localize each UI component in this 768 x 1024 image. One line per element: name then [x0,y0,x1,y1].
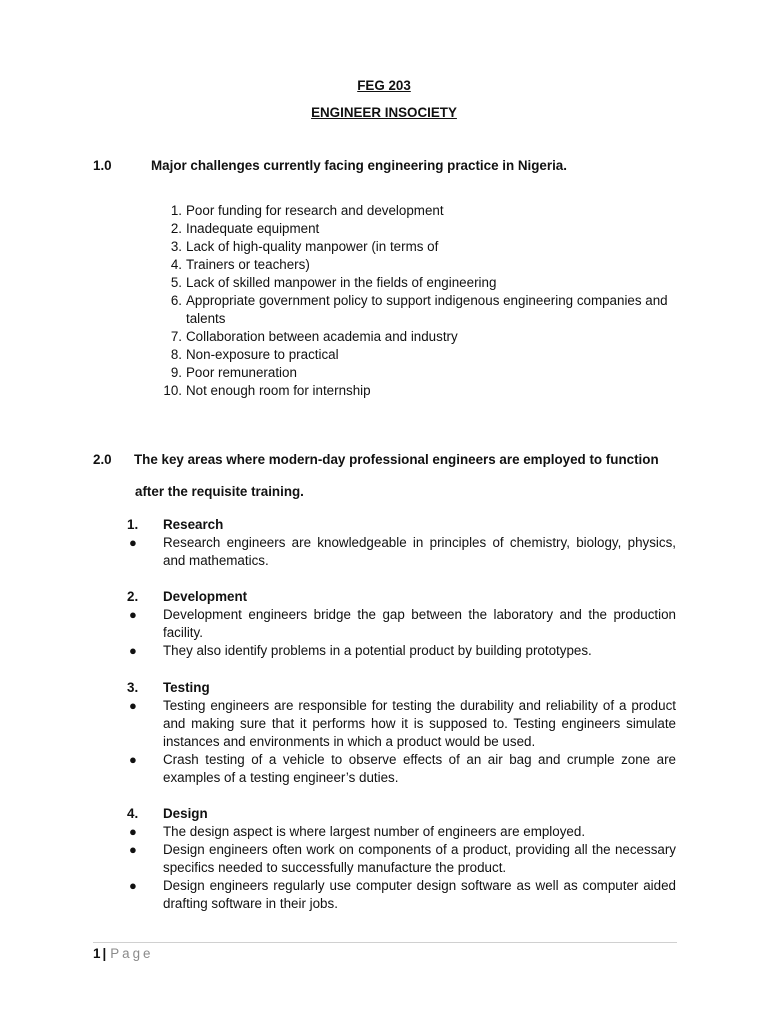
bullet-item: ● Development engineers bridge the gap between the laboratory and the production facility. [129,607,676,640]
list-item: 2. Inadequate equipment [170,221,320,236]
bullet-icon: ● [129,752,137,767]
page-label: Page [110,946,154,961]
bullet-icon: ● [129,824,137,839]
area-heading: 1. Research [127,517,224,532]
area-heading: 4. Design [127,806,208,821]
section-2-number: 2.0 [93,452,112,467]
bullet-item: ● Research engineers are knowledgeable in principles of chemistry, biology, physics, and mathematics. [129,535,676,568]
bullet-icon: ● [129,878,137,893]
bullet-item: ● Testing engineers are responsible for testing the durability and reliability of a product and making sure that it performs how it is supposed to. Testing engineers simulate instances and environments in which a product would be used. [129,698,676,749]
list-item: 6. Appropriate government policy to support indigenous engineering companies and talents [170,293,668,326]
list-item: 1. Poor funding for research and development [170,203,444,218]
list-item: 5. Lack of skilled manpower in the fields of engineering [170,275,497,290]
bullet-item: ● The design aspect is where largest number of engineers are employed. [129,824,586,839]
footer-separator: | [102,946,107,961]
bullet-icon: ● [129,535,137,550]
area-heading: 2. Development [127,589,248,604]
section-2-title-continued: after the requisite training. [135,484,304,499]
area-heading: 3. Testing [127,680,210,695]
bullet-icon: ● [129,842,137,857]
section-2-title: The key areas where modern-day professional engineers are employed to function [134,452,659,467]
list-item: 9. Poor remuneration [170,365,297,380]
page-footer [93,946,153,961]
list-item: 7. Collaboration between academia and industry [170,329,458,344]
bullet-item: ● Crash testing of a vehicle to observe effects of an air bag and crumple zone are examples of a testing engineer’s duties. [129,752,676,785]
page-number: 1 [93,946,101,961]
bullet-item: ● Design engineers often work on components of a product, providing all the necessary specifics needed to successfully manufacture the product. [129,842,676,875]
bullet-item: ● Design engineers regularly use computer design software as well as computer aided drafting software in their jobs. [129,878,676,911]
list-item: 3. Lack of high-quality manpower (in terms of [170,239,439,254]
area-research [127,516,676,570]
area-development [127,588,676,660]
bullet-icon: ● [129,643,137,658]
section-1-number: 1.0 [93,158,112,173]
bullet-icon: ● [129,607,137,622]
area-design [127,805,676,913]
section-1-title: Major challenges currently facing engineering practice in Nigeria. [151,158,567,173]
list-item: 8. Non-exposure to practical [170,347,339,362]
bullet-icon: ● [129,698,137,713]
course-title: ENGINEER INSOCIETY [311,105,457,120]
challenges-list [160,202,676,400]
list-item: 4. Trainers or teachers) [170,257,310,272]
footer-divider [93,942,677,943]
list-item: 10. Not enough room for internship [163,383,371,398]
course-code: FEG 203 [357,78,411,93]
area-testing [127,679,676,787]
bullet-item: ● They also identify problems in a potential product by building prototypes. [129,643,592,658]
